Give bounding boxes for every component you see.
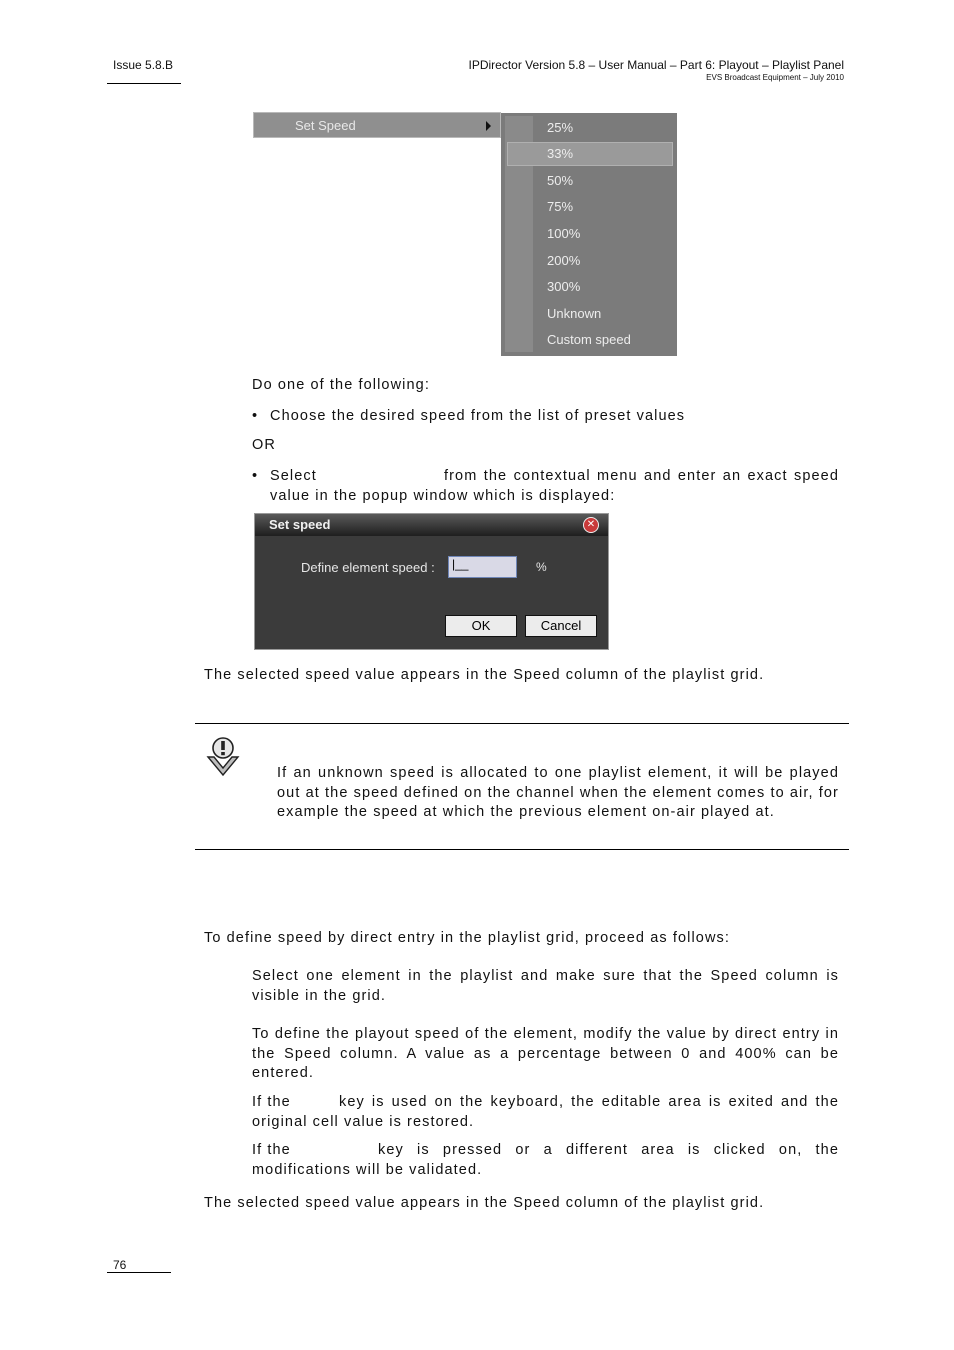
speed-option-unknown[interactable]: Unknown (547, 306, 602, 321)
cancel-button[interactable]: Cancel (525, 615, 597, 637)
bullet-preset (252, 407, 686, 427)
speed-option-300[interactable]: 300% (547, 279, 581, 294)
step-2-text: To define the playout speed of the element, modify the value by direct entry in the Speed column. A value as a percentage between 0 and 400% can be entered. (252, 1026, 839, 1081)
result-text-2: The selected speed value appears in the Speed column of the playlist grid. (204, 1195, 765, 1211)
bullet-custom-text: from the contextual menu and enter an exact speed value in the popup window which is displayed: (270, 468, 839, 504)
submenu-arrow-icon (486, 121, 491, 131)
speed-option-33[interactable]: 33% (547, 146, 574, 161)
step-4 (252, 1141, 839, 1180)
speed-option-200[interactable]: 200% (547, 253, 581, 268)
document-subtitle: EVS Broadcast Equipment – July 2010 (706, 73, 844, 82)
step-4-lead: If the (252, 1142, 291, 1158)
set-speed-menu-item[interactable] (253, 112, 501, 138)
note-warning-icon (206, 735, 240, 777)
header-rule (107, 83, 181, 84)
note-text: If an unknown speed is allocated to one playlist element, it will be played out at the speed defined on the channel when the element comes to air, for example the speed at which the previous element on-air played at. (277, 765, 839, 820)
issue-label: Issue 5.8.B (113, 58, 174, 72)
note-rule-top (195, 723, 849, 724)
speed-option-75[interactable]: 75% (547, 199, 574, 214)
set-speed-dialog (254, 513, 609, 650)
speed-option-100[interactable]: 100% (547, 226, 581, 241)
bullet-custom (252, 467, 839, 506)
instruction-intro: Do one of the following: (252, 377, 430, 393)
step-3-text: key is used on the keyboard, the editable area is exited and the original cell value is restored. (252, 1094, 839, 1130)
step-4-text: key is pressed or a different area is clicked on, the modifications will be validated. (252, 1142, 839, 1178)
set-speed-label: Set Speed (295, 118, 356, 133)
speed-input[interactable]: |__ (448, 556, 517, 578)
dialog-titlebar (255, 514, 608, 536)
dialog-title: Set speed (269, 517, 331, 532)
or-label: OR (252, 437, 276, 453)
ok-button[interactable]: OK (445, 615, 517, 637)
speed-option-custom[interactable]: Custom speed (547, 332, 631, 347)
note-rule-bottom (195, 849, 849, 850)
submenu-highlight (507, 142, 673, 166)
step-3-lead: If the (252, 1094, 291, 1110)
step-1-text: Select one element in the playlist and make sure that the Speed column is visible in the grid. (252, 968, 839, 1004)
speed-submenu (501, 113, 677, 356)
result-text-1: The selected speed value appears in the Speed column of the playlist grid. (204, 667, 765, 683)
footer-rule (107, 1272, 171, 1273)
close-icon[interactable]: ✕ (583, 517, 599, 533)
page-number: 76 (113, 1258, 127, 1272)
step-3 (252, 1093, 839, 1132)
bullet-preset-text: Choose the desired speed from the list of preset values (270, 408, 686, 424)
speed-option-25[interactable]: 25% (547, 120, 574, 135)
direct-entry-intro: To define speed by direct entry in the playlist grid, proceed as follows: (204, 930, 731, 946)
bullet-icon: • (252, 468, 259, 484)
bullet-custom-select: Select (270, 468, 317, 484)
speed-field-label: Define element speed : (301, 560, 435, 575)
document-title: IPDirector Version 5.8 – User Manual – Part 6: Playout – Playlist Panel (468, 58, 844, 72)
bullet-icon: • (252, 408, 259, 424)
speed-option-50[interactable]: 50% (547, 173, 574, 188)
percent-unit: % (536, 560, 547, 574)
